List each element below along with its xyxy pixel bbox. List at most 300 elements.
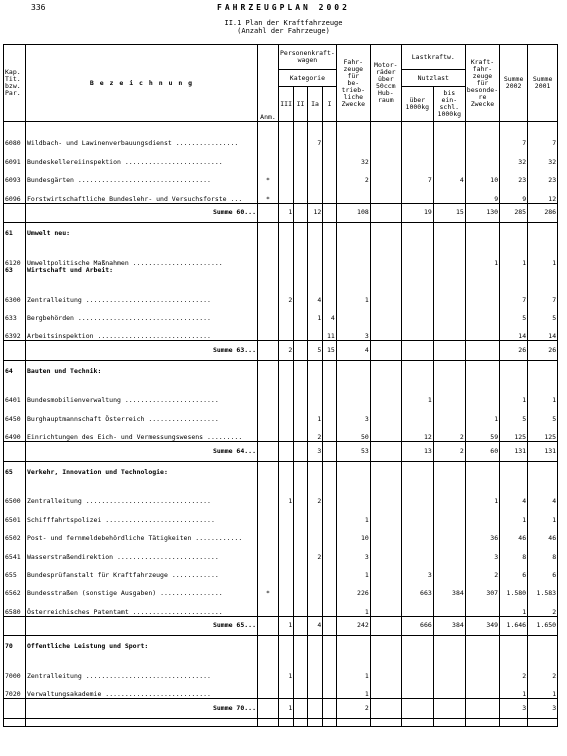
row-cat-iii xyxy=(279,524,294,542)
spacer-cell xyxy=(258,461,279,469)
section-title: Bauten und Technik: xyxy=(26,368,258,386)
row-cat-i xyxy=(323,505,337,523)
row-bis-1000 xyxy=(433,386,465,404)
row-bis-1000 xyxy=(433,129,465,147)
spacer-cell xyxy=(4,222,26,230)
row-cat-ii xyxy=(294,386,307,404)
row-cat-ia: 1 xyxy=(307,404,323,422)
row-betrieblich xyxy=(336,304,370,322)
row-motorraeder xyxy=(370,542,401,560)
row-motorraeder xyxy=(370,166,401,184)
empty-cell xyxy=(294,469,307,487)
row-description xyxy=(26,505,258,523)
sum-summe-2002: 285 xyxy=(500,203,528,222)
row-leader-dots: ................ xyxy=(160,589,223,598)
row-cat-iii xyxy=(279,322,294,341)
row-motorraeder xyxy=(370,386,401,404)
spacer-cell xyxy=(465,122,499,130)
row-code: 6401 xyxy=(4,386,26,404)
row-summe-2001: 8 xyxy=(528,542,558,560)
section-code: 63 xyxy=(4,267,26,285)
header-pkw xyxy=(279,45,337,70)
row-cat-ia xyxy=(307,184,323,203)
empty-cell xyxy=(336,643,370,661)
row-betrieblich xyxy=(336,129,370,147)
empty-cell xyxy=(336,368,370,386)
row-anm xyxy=(258,248,279,266)
row-anm xyxy=(258,487,279,505)
row-anm xyxy=(258,597,279,616)
sum-row xyxy=(4,699,558,718)
spacer-cell xyxy=(370,461,401,469)
table-row xyxy=(4,304,558,322)
header-bis-l3: schl. xyxy=(439,103,460,112)
section-title: Umwelt neu: xyxy=(26,230,258,248)
row-motorraeder xyxy=(370,524,401,542)
row-code: 633 xyxy=(4,304,26,322)
table-row xyxy=(4,404,558,422)
anm-cell xyxy=(258,699,279,718)
row-cat-i xyxy=(323,404,337,422)
row-betrieblich: 1 xyxy=(336,597,370,616)
row-ueber-1000 xyxy=(401,505,433,523)
table-row xyxy=(4,524,558,542)
row-cat-i xyxy=(323,561,337,579)
spacer-cell xyxy=(336,636,370,644)
spacer-cell xyxy=(500,360,528,368)
row-motorraeder xyxy=(370,487,401,505)
row-betrieblich: 2 xyxy=(336,166,370,184)
header-kraft-l1: Kraft- xyxy=(470,57,495,66)
row-leader-dots: ............................. xyxy=(97,332,211,341)
sum-cat-ii xyxy=(294,341,307,360)
row-code: 6091 xyxy=(4,147,26,165)
row-motorraeder xyxy=(370,184,401,203)
section-code: 70 xyxy=(4,643,26,661)
row-cat-ia xyxy=(307,524,323,542)
row-besondere-zwecke xyxy=(465,662,499,680)
sum-besondere-zwecke: 60 xyxy=(465,442,499,461)
spacer-cell xyxy=(258,222,279,230)
empty-cell xyxy=(294,368,307,386)
section-code: 65 xyxy=(4,469,26,487)
spacer-cell xyxy=(294,636,307,644)
empty-cell xyxy=(279,469,294,487)
spacer-cell xyxy=(500,636,528,644)
row-ueber-1000: 3 xyxy=(401,561,433,579)
row-cat-i xyxy=(323,542,337,560)
spacer-cell xyxy=(433,222,465,230)
spacer-cell xyxy=(279,360,294,368)
row-betrieblich: 10 xyxy=(336,524,370,542)
empty-cell xyxy=(370,469,401,487)
row-cat-i xyxy=(323,184,337,203)
spacer-cell xyxy=(465,718,499,726)
sum-cat-iii xyxy=(279,442,294,461)
table-row xyxy=(4,505,558,523)
empty-cell xyxy=(370,267,401,285)
row-bis-1000 xyxy=(433,524,465,542)
table-row xyxy=(4,248,558,266)
sum-summe-2001: 1.650 xyxy=(528,616,558,635)
row-cat-iii xyxy=(279,129,294,147)
row-description xyxy=(26,597,258,616)
row-code: 6120 xyxy=(4,248,26,266)
row-betrieblich xyxy=(336,386,370,404)
spacer-cell xyxy=(4,360,26,368)
row-betrieblich: 32 xyxy=(336,147,370,165)
row-cat-i xyxy=(323,487,337,505)
header-pkw-line1: Personenkraft- xyxy=(280,49,335,58)
row-leader-dots: .................................. xyxy=(77,313,211,322)
row-cat-i xyxy=(323,597,337,616)
row-spacer xyxy=(4,718,558,726)
empty-cell xyxy=(433,469,465,487)
header-motor-l5: Hub- xyxy=(377,89,394,97)
sum-cat-i: 15 xyxy=(323,341,337,360)
row-bis-1000 xyxy=(433,322,465,341)
row-ueber-1000 xyxy=(401,147,433,165)
spacer-cell xyxy=(258,636,279,644)
header-pkw-line2: wagen xyxy=(297,56,318,65)
row-description xyxy=(26,487,258,505)
spacer-cell xyxy=(370,222,401,230)
row-summe-2001: 5 xyxy=(528,404,558,422)
row-description-text: Österreichisches Patentamt xyxy=(27,607,129,616)
row-description-text: Verwaltungsakademie xyxy=(27,690,102,699)
row-summe-2002: 6 xyxy=(500,561,528,579)
row-summe-2001: 2 xyxy=(528,662,558,680)
row-ueber-1000 xyxy=(401,680,433,699)
row-motorraeder xyxy=(370,129,401,147)
row-ueber-1000: 12 xyxy=(401,423,433,442)
empty-cell xyxy=(258,469,279,487)
spacer-cell xyxy=(500,461,528,469)
row-cat-iii xyxy=(279,579,294,597)
empty-cell xyxy=(279,267,294,285)
sum-summe-2001: 3 xyxy=(528,699,558,718)
row-cat-i: 11 xyxy=(323,322,337,341)
row-cat-ia xyxy=(307,166,323,184)
sum-cat-ii xyxy=(294,442,307,461)
row-cat-iii xyxy=(279,184,294,203)
row-description-text: Forstwirtschaftliche Bundeslehr- und Versuchsforste xyxy=(27,194,227,203)
header-s2002-l1: Summe xyxy=(503,75,524,83)
row-leader-dots: ............ xyxy=(171,570,219,579)
row-code: 6541 xyxy=(4,542,26,560)
row-cat-ia: 2 xyxy=(307,542,323,560)
row-cat-i xyxy=(323,662,337,680)
spacer-cell xyxy=(433,122,465,130)
row-description-text: Schifffahrtspolizei xyxy=(27,515,102,524)
empty-cell xyxy=(323,368,337,386)
spacer-cell xyxy=(258,360,279,368)
row-ueber-1000 xyxy=(401,542,433,560)
row-spacer xyxy=(4,636,558,644)
row-anm: * xyxy=(258,184,279,203)
spacer-cell xyxy=(323,636,337,644)
empty-cell xyxy=(500,469,528,487)
row-description xyxy=(26,147,258,165)
sum-code-cell xyxy=(4,616,26,635)
sum-code-cell xyxy=(4,341,26,360)
header-summe-2001 xyxy=(528,45,558,122)
spacer-cell xyxy=(500,122,528,130)
spacer-cell xyxy=(336,122,370,130)
row-leader-dots: ................................ xyxy=(85,295,211,304)
row-description xyxy=(26,304,258,322)
header-s2002-l2: 2002 xyxy=(505,82,522,90)
row-ueber-1000 xyxy=(401,404,433,422)
spacer-cell xyxy=(294,360,307,368)
section-code: 61 xyxy=(4,230,26,248)
empty-cell xyxy=(307,469,323,487)
row-anm: * xyxy=(258,579,279,597)
row-description-text: Bundesstraßen (sonstige Ausgaben) xyxy=(27,589,157,598)
row-bis-1000 xyxy=(433,304,465,322)
row-betrieblich xyxy=(336,487,370,505)
row-summe-2001: 7 xyxy=(528,129,558,147)
header-bezeichnung: B e z e i c h n u n g xyxy=(26,45,258,122)
row-motorraeder xyxy=(370,304,401,322)
sum-besondere-zwecke xyxy=(465,699,499,718)
row-cat-iii xyxy=(279,304,294,322)
empty-cell xyxy=(294,230,307,248)
row-summe-2002: 1 xyxy=(500,248,528,266)
spacer-cell xyxy=(323,360,337,368)
row-ueber-1000 xyxy=(401,524,433,542)
row-cat-iii xyxy=(279,542,294,560)
empty-cell xyxy=(294,643,307,661)
sum-summe-2002: 131 xyxy=(500,442,528,461)
row-bis-1000 xyxy=(433,542,465,560)
header-motor-l6: raum xyxy=(377,96,394,104)
sum-summe-2002: 1.646 xyxy=(500,616,528,635)
row-besondere-zwecke xyxy=(465,680,499,699)
spacer-cell xyxy=(307,360,323,368)
header-kap xyxy=(4,45,26,122)
header-bis-l1: bis xyxy=(443,89,456,98)
spacer-cell xyxy=(465,222,499,230)
vehicle-plan-table xyxy=(3,44,558,727)
spacer-cell xyxy=(307,461,323,469)
sum-cat-ia: 12 xyxy=(307,203,323,222)
row-anm: * xyxy=(258,166,279,184)
spacer-cell xyxy=(4,636,26,644)
header-betr-l6: liche xyxy=(343,92,364,101)
sum-cat-ii xyxy=(294,616,307,635)
sum-cat-ia: 5 xyxy=(307,341,323,360)
sum-cat-ii xyxy=(294,203,307,222)
row-code: 6490 xyxy=(4,423,26,442)
spacer-cell xyxy=(500,222,528,230)
row-cat-ii xyxy=(294,166,307,184)
row-summe-2002: 46 xyxy=(500,524,528,542)
sum-betrieblich: 53 xyxy=(336,442,370,461)
row-motorraeder xyxy=(370,680,401,699)
spacer-cell xyxy=(323,222,337,230)
row-motorraeder xyxy=(370,248,401,266)
empty-cell xyxy=(401,368,433,386)
sum-code-cell xyxy=(4,203,26,222)
sum-cat-i xyxy=(323,699,337,718)
row-motorraeder xyxy=(370,285,401,303)
sum-cat-iii: 1 xyxy=(279,616,294,635)
table-row xyxy=(4,561,558,579)
row-ueber-1000 xyxy=(401,662,433,680)
row-description xyxy=(26,386,258,404)
header-betr-l4: be- xyxy=(347,78,360,87)
row-cat-i xyxy=(323,386,337,404)
spacer-cell xyxy=(279,718,294,726)
row-betrieblich xyxy=(336,184,370,203)
row-besondere-zwecke: 36 xyxy=(465,524,499,542)
row-description-text: Post- und fernmeldebehördliche Tätigkeiten xyxy=(27,534,192,543)
row-leader-dots: ................ xyxy=(175,139,239,148)
row-summe-2002: 9 xyxy=(500,184,528,203)
empty-cell xyxy=(433,267,465,285)
row-cat-i xyxy=(323,147,337,165)
row-bis-1000 xyxy=(433,404,465,422)
header-anm-top xyxy=(258,45,279,70)
row-ueber-1000: 7 xyxy=(401,166,433,184)
sum-summe-2001: 26 xyxy=(528,341,558,360)
empty-cell xyxy=(279,368,294,386)
empty-cell xyxy=(465,368,499,386)
spacer-cell xyxy=(528,718,558,726)
row-cat-ii xyxy=(294,597,307,616)
spacer-cell xyxy=(26,461,258,469)
header-betrieblich xyxy=(336,45,370,122)
empty-cell xyxy=(433,230,465,248)
row-cat-ia: 2 xyxy=(307,423,323,442)
row-besondere-zwecke: 2 xyxy=(465,561,499,579)
sum-ueber-1000 xyxy=(401,341,433,360)
spacer-cell xyxy=(336,461,370,469)
row-ueber-1000 xyxy=(401,322,433,341)
empty-cell xyxy=(307,643,323,661)
spacer-cell xyxy=(307,636,323,644)
header-motor-l2: räder xyxy=(376,68,396,76)
row-anm xyxy=(258,304,279,322)
sum-row xyxy=(4,616,558,635)
row-anm xyxy=(258,524,279,542)
row-cat-ii xyxy=(294,322,307,341)
spacer-cell xyxy=(433,360,465,368)
row-summe-2002: 7 xyxy=(500,129,528,147)
row-betrieblich: 1 xyxy=(336,505,370,523)
sum-betrieblich: 4 xyxy=(336,341,370,360)
sum-label: Summe 65... xyxy=(26,616,258,635)
row-summe-2002: 125 xyxy=(500,423,528,442)
row-betrieblich xyxy=(336,248,370,266)
empty-cell xyxy=(433,643,465,661)
spacer-cell xyxy=(279,122,294,130)
sum-cat-i xyxy=(323,442,337,461)
sum-bis-1000: 384 xyxy=(433,616,465,635)
sum-ueber-1000: 19 xyxy=(401,203,433,222)
header-s2001-l2: 2001 xyxy=(534,82,551,90)
anm-cell xyxy=(258,442,279,461)
row-cat-ii xyxy=(294,680,307,699)
row-cat-ii xyxy=(294,524,307,542)
row-leader-dots: ................................ xyxy=(85,671,211,680)
row-leader-dots: ........................ xyxy=(124,396,219,405)
row-cat-i xyxy=(323,248,337,266)
header-betr-l1: Fahr- xyxy=(343,57,364,66)
empty-cell xyxy=(528,267,558,285)
row-cat-i: 4 xyxy=(323,304,337,322)
spacer-cell xyxy=(294,122,307,130)
table-row xyxy=(4,386,558,404)
row-anm xyxy=(258,404,279,422)
row-betrieblich: 3 xyxy=(336,404,370,422)
empty-cell xyxy=(258,643,279,661)
row-cat-ii xyxy=(294,285,307,303)
spacer-cell xyxy=(258,122,279,130)
row-ueber-1000 xyxy=(401,285,433,303)
row-leader-dots: ....................... xyxy=(132,258,223,267)
row-cat-iii xyxy=(279,248,294,266)
row-cat-i xyxy=(323,285,337,303)
row-description-text: Wildbach- und Lawinenverbauungsdienst xyxy=(27,139,172,148)
row-summe-2001: 46 xyxy=(528,524,558,542)
row-code: 6502 xyxy=(4,524,26,542)
row-ueber-1000: 1 xyxy=(401,386,433,404)
sum-cat-iii: 1 xyxy=(279,203,294,222)
section-title: Verkehr, Innovation und Technologie: xyxy=(26,469,258,487)
sum-cat-i xyxy=(323,203,337,222)
row-summe-2001: 2 xyxy=(528,597,558,616)
row-cat-ii xyxy=(294,579,307,597)
header-ueber-l2: 1000kg xyxy=(405,103,430,112)
row-besondere-zwecke: 10 xyxy=(465,166,499,184)
spacer-cell xyxy=(26,636,258,644)
row-description-text: Bundesprüfanstalt für Kraftfahrzeuge xyxy=(27,570,168,579)
empty-cell xyxy=(528,368,558,386)
row-bis-1000 xyxy=(433,487,465,505)
section-heading-row xyxy=(4,230,558,248)
spacer-cell xyxy=(336,360,370,368)
row-betrieblich: 3 xyxy=(336,322,370,341)
table-row xyxy=(4,542,558,560)
row-anm xyxy=(258,561,279,579)
row-besondere-zwecke xyxy=(465,304,499,322)
row-description xyxy=(26,662,258,680)
sum-bis-1000 xyxy=(433,699,465,718)
empty-cell xyxy=(279,230,294,248)
spacer-cell xyxy=(465,461,499,469)
row-bis-1000 xyxy=(433,662,465,680)
row-leader-dots: ........................... xyxy=(105,690,211,699)
row-cat-i xyxy=(323,423,337,442)
row-cat-i xyxy=(323,166,337,184)
header-tit-line: Tit. xyxy=(5,75,21,83)
empty-cell xyxy=(465,469,499,487)
row-description-text: Bundesmobilienverwaltung xyxy=(27,396,121,405)
row-spacer xyxy=(4,461,558,469)
row-anm xyxy=(258,680,279,699)
row-betrieblich: 226 xyxy=(336,579,370,597)
sum-summe-2001: 131 xyxy=(528,442,558,461)
row-cat-ia: 7 xyxy=(307,129,323,147)
row-besondere-zwecke: 59 xyxy=(465,423,499,442)
row-betrieblich: 1 xyxy=(336,662,370,680)
empty-cell xyxy=(401,230,433,248)
row-bis-1000 xyxy=(433,561,465,579)
spacer-cell xyxy=(294,461,307,469)
header-s2001-l1: Summe xyxy=(532,75,553,83)
